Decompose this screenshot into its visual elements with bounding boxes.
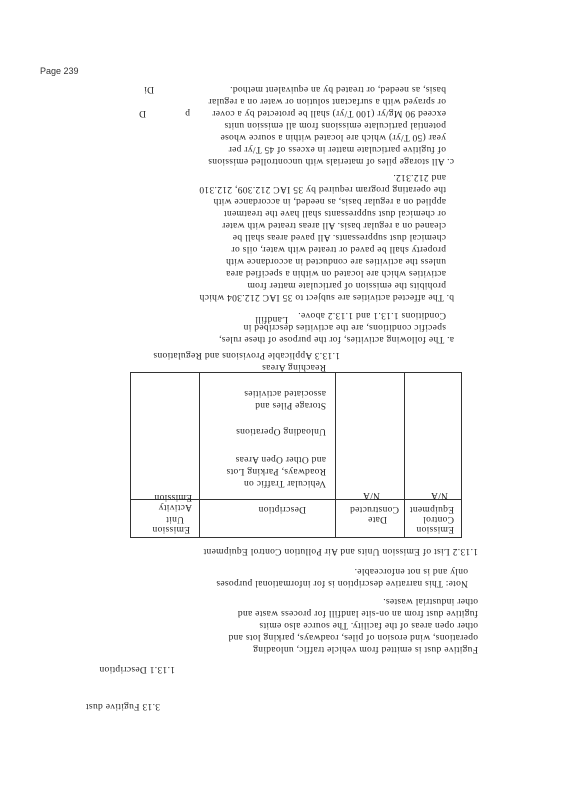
note-line: Note: This narrative description is for informational purposes — [216, 578, 468, 588]
landfill-cell: Landfill — [254, 314, 288, 324]
date-cell: N/A — [362, 490, 380, 500]
table-caption: 1.13.2 List of Emission Units and Air Pollution Control Equipment — [203, 546, 478, 556]
description-line: other industrial wastes. — [382, 596, 478, 606]
description-line: operations, wind erosion of piles, roadways, parking lots and — [228, 632, 478, 642]
page-number: Page 239 — [40, 66, 79, 76]
margin-mark: D — [138, 108, 146, 118]
margin-mark: Di — [143, 84, 154, 94]
rotated-content: 3.13 Fugitive dust 1.13.1 Description Fugitive dust is emitted from vehicle traffic, unloading operations, wind erosion of piles, roadways, parking lots and other open areas of the facility. The source also emits fugitive dust from an on-site landfill for process waste and other industrial wastes. Note: This narrative description is for informational purposes only and is not enforceable. 1.13.2 List of Emission Units and Air Pollution Control Equipment Emission Control Equipment Date Constructed Description Emission Unit Activity Emission N/A N/A Vehicular Traffic on Roadways, Parking Lots and Other Open Areas Unloading Operations Storage Piles and associated activities Reaching Areas Landfill 1.13.3 Applicable Provisions and Regulations a. The following activities, for the purpose of these rules, specific conditions, are the activities described in Conditions 1.13.1 and 1.13.2 above. b. The affected activities are subject to 35 IAC 212.304 which prohibits the emission of particulate matter from activities which are located on within a specified area unless the activities are conducted in accordance with property shall be paved or treated with water, oils or chemical dust suppressants. All paved areas shall be cleaned on a regular basis. All areas treated with water or chemical dust suppressants shall have the treatment applied on a regular basis, as needed, in accordance with the operating program required by 35 IAC 212.309, 212.310 and 212.312. c. All storage piles of materials with uncontrolled emissions of fugitive particulate matter in excess of 45 T/yr per year (50 T/yr) which are located within a source whose potential particulate emissions from all emission units exceed 90 Mg/yr (100 T/yr) shall be protected by a cover or sprayed with a surfactant solution or water on a regular basis, as needed, or treated by an equivalent method. D p Di — [85, 84, 478, 711]
control-cell: N/A — [430, 490, 448, 500]
description-line: Fugitive dust is emitted from vehicle traffic, unloading — [252, 644, 478, 654]
description-heading: 1.13.1 Description — [99, 664, 175, 674]
margin-mark: p — [184, 108, 190, 118]
section-title: 3.13 Fugitive dust — [85, 701, 160, 711]
description-line: fugitive dust from an on-site landfill for process waste and — [237, 608, 478, 618]
description-line: other open areas of the facility. The source also emits — [259, 620, 478, 630]
note-line: only and is not enforceable. — [354, 566, 468, 576]
applicable-heading: 1.13.3 Applicable Provisions and Regulations — [153, 350, 340, 360]
